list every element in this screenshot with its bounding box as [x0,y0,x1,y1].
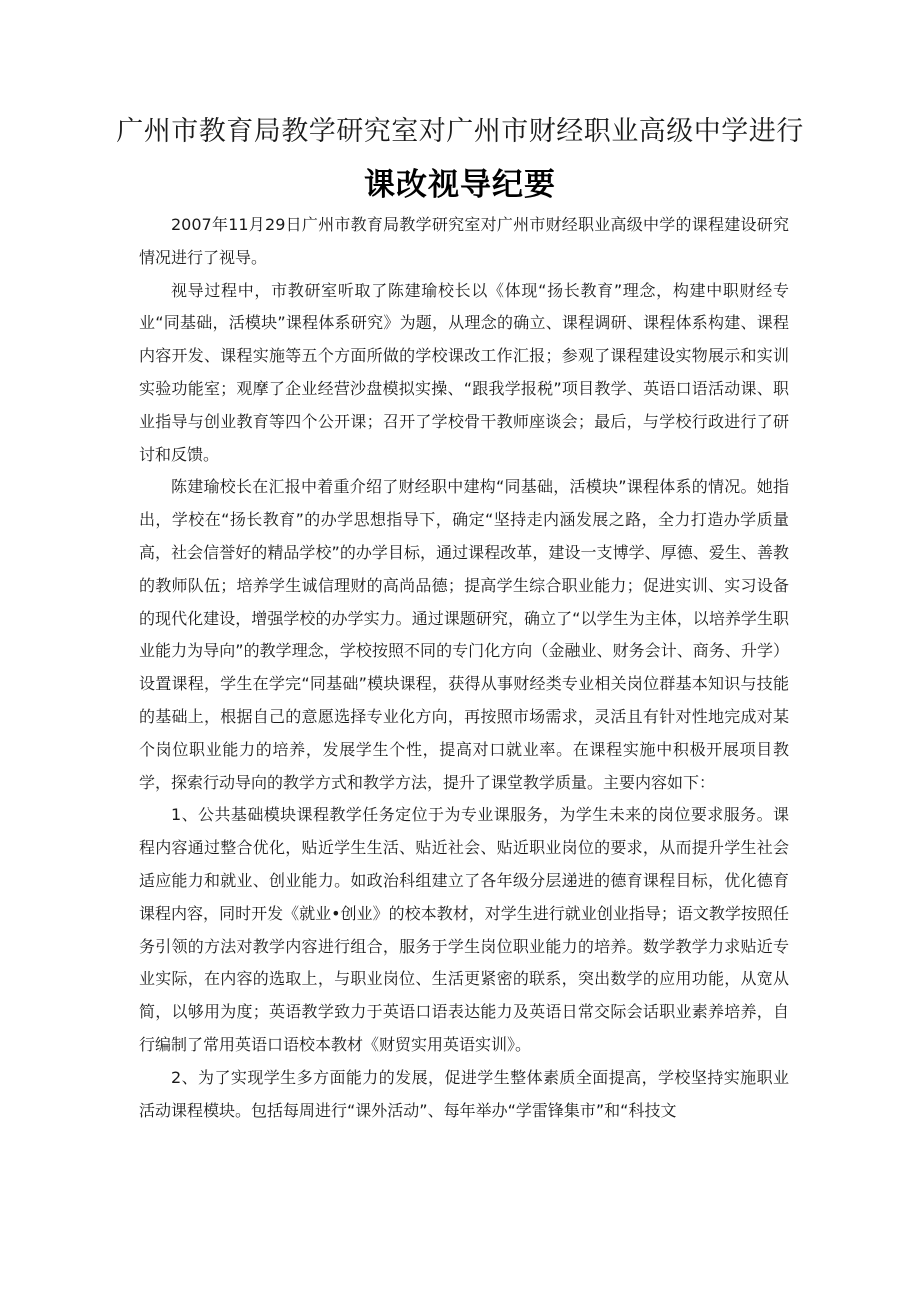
document-body [139,209,789,1127]
paragraph-principal-report: 陈建瑜校长在汇报中着重介绍了财经职中建构“同基础，活模块”课程体系的情况。她指出，学校在“扬长教育”的办学思想指导下，确定“坚持走内涵发展之路，全力打造办学质量高，社会信誉好的精品学校”的办学目标，通过课程改革，建设一支博学、厚德、爱生、善教的教师队伍；培养学生诚信理财的高尚品德；提高学生综合职业能力；促进实训、实习设备的现代化建设，增强学校的办学实力。通过课题研究，确立了“以学生为主体，以培养学生职业能力为导向”的教学理念，学校按照不同的专门化方向（金融业、财务会计、商务、升学）设置课程，学生在学完“同基础”模块课程，获得从事财经类专业相关岗位群基本知识与技能的基础上，根据自己的意愿选择专业化方向，再按照市场需求，灵活且有针对性地完成对某个岗位职业能力的培养，发展学生个性，提高对口就业率。在课程实施中积极开展项目教学，探索行动导向的教学方式和教学方法，提升了课堂教学质量。主要内容如下： [139,477,789,792]
paragraph-point-1: 1、公共基础模块课程教学任务定位于为专业课服务，为学生未来的岗位要求服务。课程内容通过整合优化，贴近学生生活、贴近社会、贴近职业岗位的要求，从而提升学生社会适应能力和就业、创业能力。如政治科组建立了各年级分层递进的德育课程目标，优化德育课程内容，同时开发《就业•创业》的校本教材，对学生进行就业创业指导；语文教学按照任务引领的方法对教学内容进行组合，服务于学生岗位职业能力的培养。数学教学力求贴近专业实际，在内容的选取上，与职业岗位、生活更紧密的联系，突出数学的应用功能，从宽从简，以够用为度；英语教学致力于英语口语表达能力及英语日常交际会话职业素养培养，自行编制了常用英语口语校本教材《财贸实用英语实训》。 [139,805,789,1054]
title-line-1: 广州市教育局教学研究室对广州市财经职业高级中学进行 [116,116,804,147]
paragraph-intro: 2007年11月29日广州市教育局教学研究室对广州市财经职业高级中学的课程建设研究情况进行了视导。 [139,215,789,267]
title-line-2: 课改视导纪要 [364,167,556,203]
paragraph-inspection-process: 视导过程中，市教研室听取了陈建瑜校长以《体现“扬长教育”理念，构建中职财经专业“同基础，活模块”课程体系研究》为题，从理念的确立、课程调研、课程体系构建、课程内容开发、课程实施等五个方面所做的学校课改工作汇报；参观了课程建设实物展示和实训实验功能室；观摩了企业经营沙盘模拟实操、“跟我学报税”项目教学、英语口语活动课、职业指导与创业教育等四个公开课；召开了学校骨干教师座谈会；最后，与学校行政进行了研讨和反馈。 [139,280,789,464]
paragraph-point-2: 2、为了实现学生多方面能力的发展，促进学生整体素质全面提高，学校坚持实施职业活动课程模块。包括每周进行“课外活动”、每年举办“学雷锋集市”和“科技文 [139,1067,789,1120]
